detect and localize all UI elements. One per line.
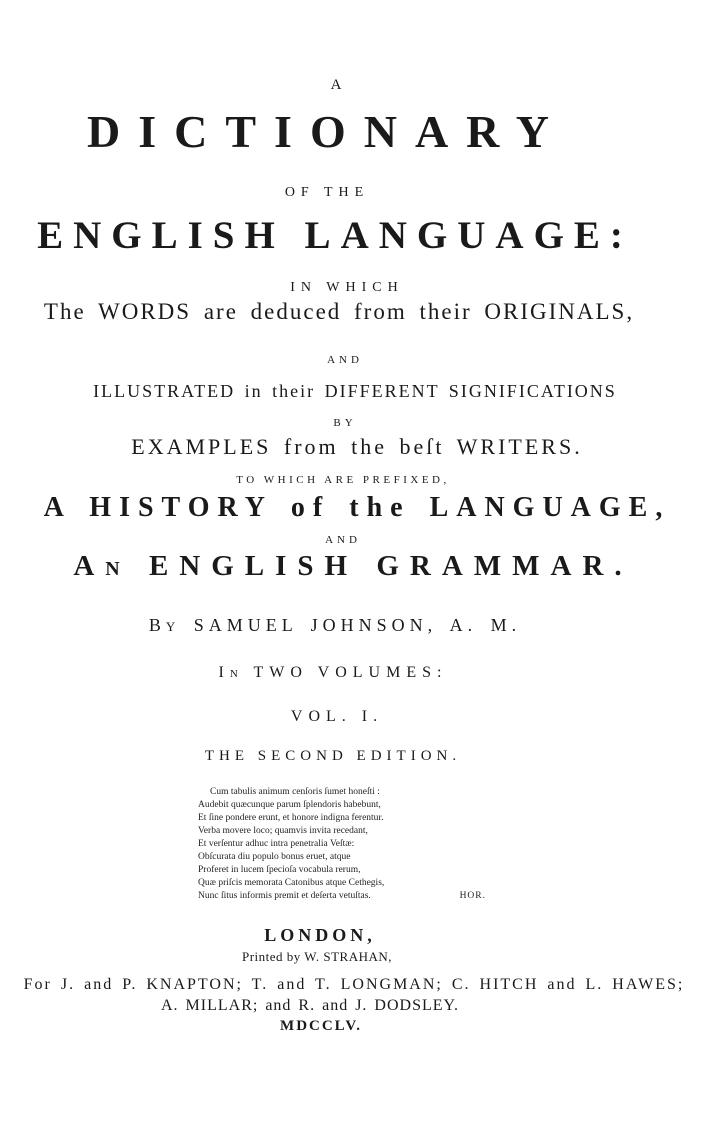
grammar-line: An ENGLISH GRAMMAR. — [73, 550, 633, 582]
illustrated-line: ILLUSTRATED in their DIFFERENT SIGNIFICATIONS — [93, 381, 617, 401]
epigraph-line: Verba movere loco; quamvis invita recedant, — [198, 826, 368, 836]
of-the-label: OF THE — [284, 185, 370, 200]
by-separator: BY — [333, 417, 357, 429]
epigraph-line: Quæ priſcis memorata Catonibus atque Cethegis, — [198, 878, 385, 888]
examples-line: EXAMPLES from the beſt WRITERS. — [131, 434, 583, 459]
imprint-publishers-2: A. MILLAR; and R. and J. DODSLEY. — [160, 997, 460, 1014]
words-line: The WORDS are deduced from their ORIGINALS, — [43, 299, 635, 324]
epigraph-attribution: HOR. — [459, 891, 486, 901]
author-byline: By SAMUEL JOHNSON, A. M. — [148, 615, 522, 635]
epigraph-line: Cum tabulis animum cenſoris ſumet honeſti : — [210, 787, 380, 797]
volumes-line: In TWO VOLUMES: — [218, 664, 448, 681]
subject-title: ENGLISH LANGUAGE: — [37, 214, 633, 257]
volume-number: VOL. I. — [290, 708, 384, 725]
imprint-publishers-1: For J. and P. KNAPTON; T. and T. LONGMAN; C. HITCH and L. HAWES; — [23, 976, 685, 993]
main-title: DICTIONARY — [87, 106, 567, 157]
prefixed-line: TO WHICH ARE PREFIXED, — [236, 474, 450, 486]
epigraph-line: Et verſentur adhuc intra penetralia Veſtæ: — [198, 839, 355, 849]
epigraph-line: Audebit quæcunque parum ſplendoris habebunt, — [198, 800, 381, 810]
epigraph — [198, 786, 486, 903]
in-which-label: IN WHICH — [290, 280, 404, 295]
epigraph-line: Obſcurata diu populo bonus eruet, atque — [198, 852, 351, 862]
article-a: A — [330, 77, 344, 93]
and-separator-2: AND — [325, 534, 361, 546]
epigraph-line: Et ſine pondere erunt, et honore indigna ferentur. — [198, 813, 384, 823]
epigraph-line: Nunc ſitus informis premit et deſerta vetuſtas. — [198, 891, 371, 901]
history-line: A HISTORY of the LANGUAGE, — [43, 492, 671, 523]
and-separator-1: AND — [327, 354, 363, 366]
epigraph-line: Proferet in lucem ſpecioſa vocabula rerum, — [198, 865, 361, 875]
imprint-printer: Printed by W. STRAHAN, — [241, 949, 393, 964]
epigraph-last-line — [198, 890, 486, 903]
edition-line: THE SECOND EDITION. — [204, 748, 462, 764]
imprint-city: LONDON, — [264, 925, 376, 945]
imprint-year: MDCCLV. — [280, 1018, 362, 1034]
